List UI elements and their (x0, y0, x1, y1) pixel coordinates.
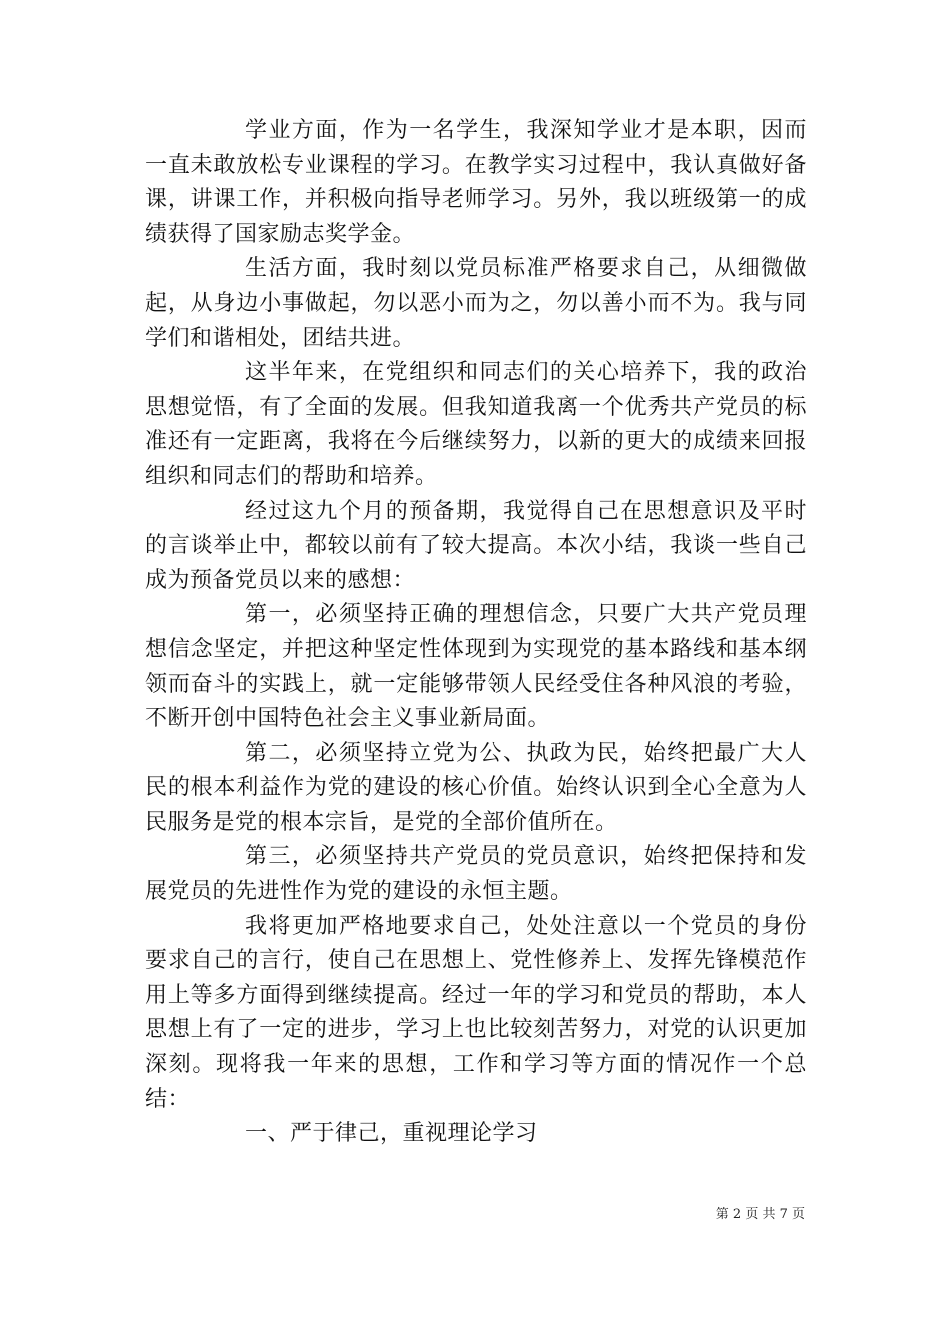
paragraph-half-year: 这半年来，在党组织和同志们的关心培养下，我的政治思想觉悟，有了全面的发展。但我知道我离一个优秀共产党员的标准还有一定距离，我将在今后继续努力，以新的更大的成绩来回报组织和同志们的帮助和培养。 (145, 360, 807, 489)
section-heading: 一、严于律己，重视理论学习 (245, 1121, 538, 1147)
paragraph-first: 第一，必须坚持正确的理想信念，只要广大共产党员理想信念坚定，并把这种坚定性体现到为实现党的基本路线和基本纲领而奋斗的实践上，就一定能够带领人民经受住各种风浪的考验，不断开创中国特色社会主义事业新局面。 (145, 602, 807, 732)
paragraph-summary: 我将更加严格地要求自己，处处注意以一个党员的身份要求自己的言行，使自己在思想上、党性修养上、发挥先锋模范作用上等多方面得到继续提高。经过一年的学习和党员的帮助，本人思想上有了一定的进步，学习上也比较刻苦努力，对党的认识更加深刻。现将我一年来的思想，工作和学习等方面的情况作一个总结： (145, 913, 807, 1112)
page-number-footer: 第 2 页 共 7 页 (715, 1207, 805, 1222)
paragraph-third: 第三，必须坚持共产党员的党员意识，始终把保持和发展党员的先进性作为党的建设的永恒主题。 (145, 844, 807, 905)
paragraph-second: 第二，必须坚持立党为公、执政为民，始终把最广大人民的根本利益作为党的建设的核心价值。始终认识到全心全意为人民服务是党的根本宗旨，是党的全部价值所在。 (145, 740, 807, 835)
paragraph-life: 生活方面，我时刻以党员标准严格要求自己，从细微做起，从身边小事做起，勿以恶小而为之，勿以善小而不为。我与同学们和谐相处，团结共进。 (145, 256, 807, 351)
paragraph-academics: 学业方面，作为一名学生，我深知学业才是本职，因而一直未敢放松专业课程的学习。在教学实习过程中，我认真做好备课，讲课工作，并积极向指导老师学习。另外，我以班级第一的成绩获得了国家励志奖学金。 (145, 118, 807, 247)
document-body (145, 114, 807, 1152)
paragraph-probation: 经过这九个月的预备期，我觉得自己在思想意识及平时的言谈举止中，都较以前有了较大提高。本次小结，我谈一些自己成为预备党员以来的感想： (145, 498, 807, 593)
